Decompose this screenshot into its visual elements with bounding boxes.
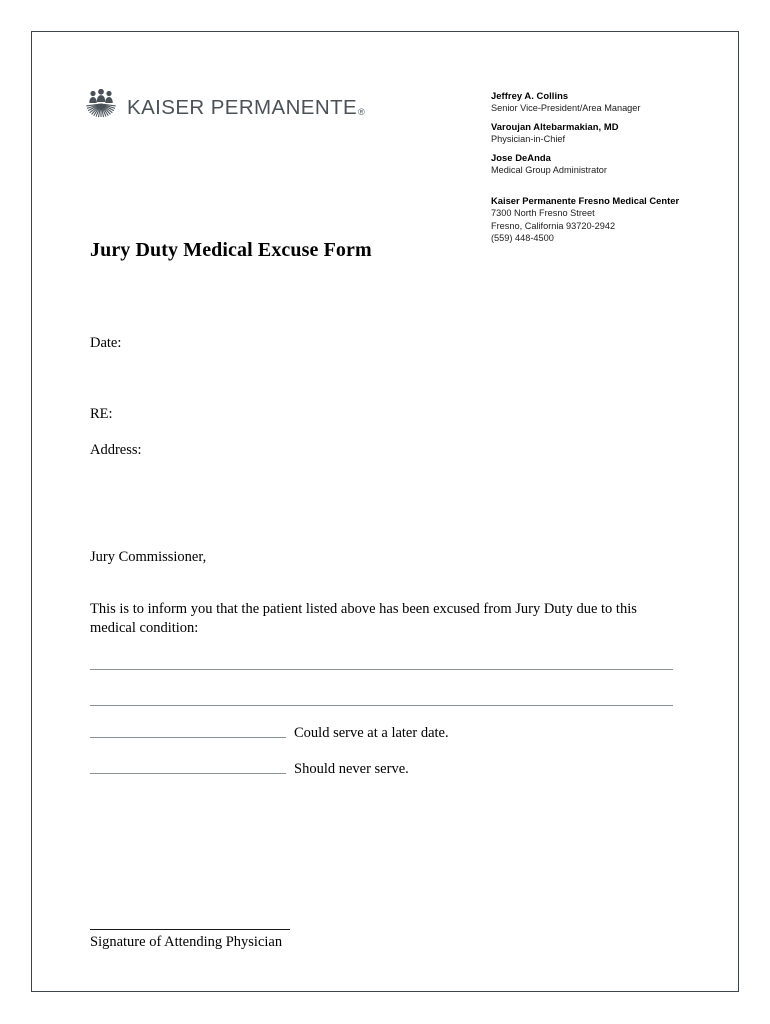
registered-trademark-icon: ® (358, 106, 366, 117)
body-paragraph: This is to inform you that the patient listed above has been excused from Jury Duty due to this medical condition: (90, 601, 637, 636)
brand-wordmark-text: KAISER PERMANENTE (127, 95, 358, 119)
page-title: Jury Duty Medical Excuse Form (90, 239, 372, 261)
contact-person-title: Medical Group Administrator (491, 165, 607, 175)
facility-address (491, 194, 731, 245)
option-label: Should never serve. (294, 761, 409, 777)
option-signature-line[interactable] (90, 737, 286, 738)
facility-name: Kaiser Permanente Fresno Medical Center (491, 195, 680, 206)
medical-condition-line[interactable] (90, 669, 673, 670)
contact-person-title: Physician-in-Chief (491, 134, 566, 144)
re-field-label: RE: (90, 406, 113, 422)
brand-wordmark (127, 95, 366, 119)
date-field-label: Date: (90, 335, 122, 351)
contact-person-name: Jose DeAnda (491, 152, 551, 163)
address-field-label: Address: (90, 442, 142, 458)
contact-person-name: Varoujan Altebarmakian, MD (491, 121, 619, 132)
contact-person-name: Jeffrey A. Collins (491, 90, 569, 101)
facility-street: 7300 North Fresno Street (491, 208, 595, 218)
option-row-could-serve-later (90, 725, 449, 742)
letterhead-header (32, 32, 738, 244)
contact-person (491, 89, 731, 115)
option-label: Could serve at a later date. (294, 725, 449, 741)
option-signature-line[interactable] (90, 773, 286, 774)
salutation: Jury Commissioner, (90, 549, 207, 565)
contact-panel (491, 89, 731, 245)
facility-city-state-zip: Fresno, California 93720-2942 (491, 220, 616, 231)
kaiser-permanente-logo-icon (84, 89, 118, 121)
document-page (31, 31, 739, 992)
contact-person-title: Senior Vice-President/Area Manager (491, 103, 641, 113)
brand-logo (84, 87, 364, 121)
signature-line[interactable] (90, 929, 290, 930)
medical-condition-line[interactable] (90, 705, 673, 706)
contact-person (491, 120, 731, 146)
facility-phone: (559) 448-4500 (491, 233, 554, 244)
contact-person (491, 151, 731, 177)
signature-label: Signature of Attending Physician (90, 934, 283, 950)
option-row-should-never-serve (90, 761, 409, 778)
